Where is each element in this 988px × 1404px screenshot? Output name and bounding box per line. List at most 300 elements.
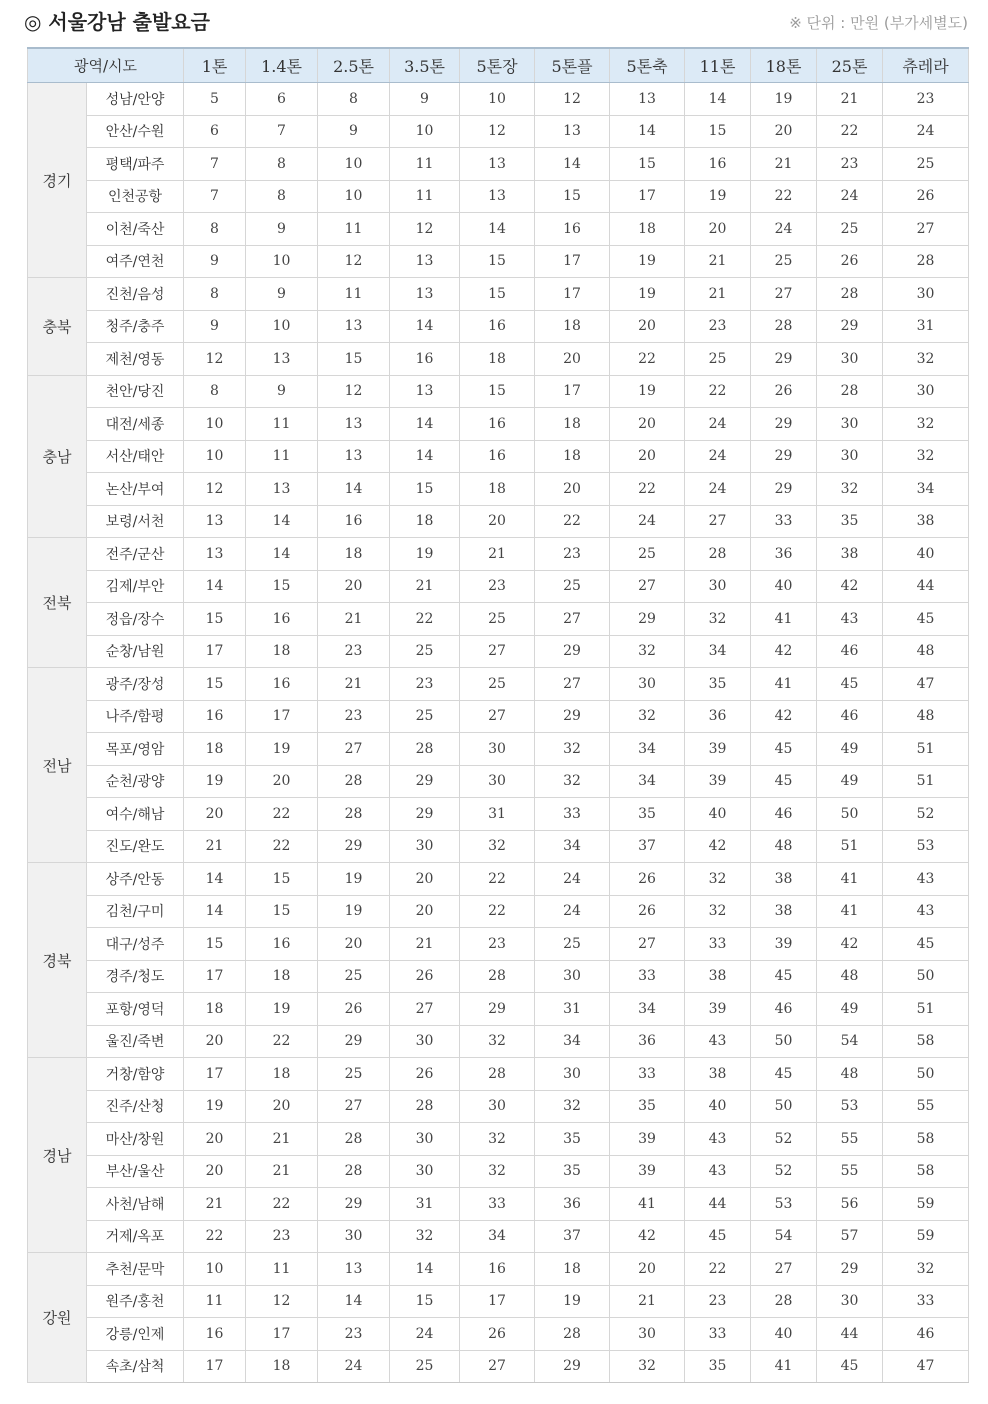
- fare-cell: 12: [184, 343, 246, 376]
- table-row: [28, 473, 969, 506]
- fare-cell: 22: [685, 1253, 751, 1286]
- fare-cell: 44: [685, 1188, 751, 1221]
- fare-cell: 33: [535, 798, 610, 831]
- fare-cell: 9: [390, 83, 460, 116]
- fare-cell: 27: [685, 505, 751, 538]
- column-header: 3.5톤: [390, 48, 460, 83]
- fare-cell: 27: [318, 1090, 390, 1123]
- fare-cell: 40: [685, 1090, 751, 1123]
- table-row: [28, 1220, 969, 1253]
- fare-cell: 21: [817, 83, 883, 116]
- fare-cell: 24: [610, 505, 685, 538]
- fare-cell: 16: [390, 343, 460, 376]
- fare-cell: 17: [184, 1350, 246, 1383]
- fare-cell: 56: [817, 1188, 883, 1221]
- table-row: [28, 635, 969, 668]
- fare-table: [27, 47, 969, 1383]
- fare-cell: 29: [390, 798, 460, 831]
- fare-cell: 22: [184, 1220, 246, 1253]
- fare-cell: 37: [610, 830, 685, 863]
- table-row: [28, 700, 969, 733]
- fare-cell: 29: [817, 310, 883, 343]
- table-row: [28, 1188, 969, 1221]
- fare-cell: 37: [535, 1220, 610, 1253]
- fare-cell: 12: [184, 473, 246, 506]
- fare-cell: 45: [685, 1220, 751, 1253]
- city-cell: 추천/문막: [87, 1253, 184, 1286]
- fare-cell: 32: [535, 733, 610, 766]
- fare-cell: 24: [817, 180, 883, 213]
- fare-cell: 21: [685, 245, 751, 278]
- fare-cell: 22: [535, 505, 610, 538]
- fare-cell: 30: [390, 1155, 460, 1188]
- fare-cell: 20: [535, 343, 610, 376]
- fare-cell: 21: [610, 1285, 685, 1318]
- fare-cell: 26: [610, 863, 685, 896]
- fare-cell: 39: [610, 1123, 685, 1156]
- fare-cell: 48: [883, 700, 969, 733]
- fare-cell: 10: [318, 148, 390, 181]
- fare-cell: 8: [246, 180, 318, 213]
- fare-cell: 44: [817, 1318, 883, 1351]
- fare-cell: 29: [817, 1253, 883, 1286]
- fare-cell: 35: [610, 1090, 685, 1123]
- city-cell: 여수/해남: [87, 798, 184, 831]
- fare-cell: 25: [883, 148, 969, 181]
- city-cell: 울진/죽변: [87, 1025, 184, 1058]
- fare-cell: 18: [246, 635, 318, 668]
- fare-cell: 17: [184, 635, 246, 668]
- fare-cell: 26: [751, 375, 817, 408]
- fare-cell: 42: [751, 700, 817, 733]
- fare-cell: 16: [184, 700, 246, 733]
- fare-cell: 17: [535, 278, 610, 311]
- fare-cell: 25: [535, 928, 610, 961]
- fare-cell: 48: [883, 635, 969, 668]
- fare-cell: 17: [246, 1318, 318, 1351]
- fare-cell: 49: [817, 765, 883, 798]
- fare-cell: 30: [390, 830, 460, 863]
- fare-cell: 43: [685, 1123, 751, 1156]
- fare-cell: 38: [685, 960, 751, 993]
- city-cell: 인천공항: [87, 180, 184, 213]
- fare-cell: 41: [817, 895, 883, 928]
- fare-cell: 17: [460, 1285, 535, 1318]
- fare-cell: 14: [390, 310, 460, 343]
- fare-cell: 32: [460, 1025, 535, 1058]
- fare-cell: 30: [817, 440, 883, 473]
- fare-cell: 22: [246, 798, 318, 831]
- fare-cell: 55: [817, 1155, 883, 1188]
- fare-cell: 42: [817, 928, 883, 961]
- fare-cell: 50: [751, 1090, 817, 1123]
- fare-cell: 25: [685, 343, 751, 376]
- fare-cell: 17: [535, 245, 610, 278]
- fare-cell: 24: [390, 1318, 460, 1351]
- fare-cell: 28: [318, 765, 390, 798]
- page-header: [24, 4, 968, 38]
- fare-cell: 32: [610, 635, 685, 668]
- fare-cell: 30: [390, 1123, 460, 1156]
- fare-cell: 13: [390, 245, 460, 278]
- fare-cell: 8: [318, 83, 390, 116]
- fare-cell: 45: [883, 603, 969, 636]
- fare-cell: 33: [751, 505, 817, 538]
- fare-cell: 18: [390, 505, 460, 538]
- fare-cell: 28: [318, 1123, 390, 1156]
- fare-cell: 8: [184, 278, 246, 311]
- fare-cell: 42: [817, 570, 883, 603]
- fare-cell: 45: [883, 928, 969, 961]
- fare-cell: 10: [460, 83, 535, 116]
- fare-cell: 22: [685, 375, 751, 408]
- table-row: [28, 668, 969, 701]
- table-row: [28, 213, 969, 246]
- city-cell: 청주/충주: [87, 310, 184, 343]
- fare-cell: 18: [318, 538, 390, 571]
- fare-cell: 52: [751, 1155, 817, 1188]
- fare-cell: 19: [184, 1090, 246, 1123]
- fare-cell: 13: [610, 83, 685, 116]
- fare-cell: 13: [246, 343, 318, 376]
- fare-cell: 8: [246, 148, 318, 181]
- fare-cell: 28: [390, 733, 460, 766]
- fare-cell: 25: [460, 603, 535, 636]
- fare-cell: 23: [685, 1285, 751, 1318]
- fare-cell: 19: [610, 245, 685, 278]
- table-row: [28, 440, 969, 473]
- fare-cell: 29: [535, 1350, 610, 1383]
- fare-cell: 32: [535, 1090, 610, 1123]
- fare-cell: 25: [817, 213, 883, 246]
- fare-cell: 35: [535, 1123, 610, 1156]
- fare-cell: 23: [883, 83, 969, 116]
- fare-cell: 36: [535, 1188, 610, 1221]
- table-row: [28, 570, 969, 603]
- fare-cell: 22: [460, 895, 535, 928]
- fare-cell: 24: [318, 1350, 390, 1383]
- fare-cell: 16: [460, 1253, 535, 1286]
- fare-cell: 55: [817, 1123, 883, 1156]
- fare-cell: 21: [318, 603, 390, 636]
- fare-cell: 32: [883, 408, 969, 441]
- fare-cell: 9: [318, 115, 390, 148]
- fare-cell: 43: [685, 1155, 751, 1188]
- fare-cell: 45: [817, 668, 883, 701]
- fare-cell: 23: [460, 928, 535, 961]
- fare-cell: 23: [817, 148, 883, 181]
- fare-cell: 21: [184, 830, 246, 863]
- fare-cell: 14: [390, 440, 460, 473]
- fare-cell: 22: [751, 180, 817, 213]
- fare-cell: 54: [751, 1220, 817, 1253]
- fare-cell: 20: [390, 863, 460, 896]
- table-row: [28, 830, 969, 863]
- fare-cell: 17: [610, 180, 685, 213]
- fare-cell: 16: [184, 1318, 246, 1351]
- fare-cell: 21: [685, 278, 751, 311]
- fare-cell: 27: [390, 993, 460, 1026]
- fare-cell: 9: [246, 278, 318, 311]
- fare-cell: 20: [246, 765, 318, 798]
- table-row: [28, 408, 969, 441]
- fare-cell: 25: [390, 635, 460, 668]
- fare-cell: 23: [318, 635, 390, 668]
- fare-cell: 29: [751, 408, 817, 441]
- fare-cell: 15: [184, 603, 246, 636]
- fare-cell: 19: [246, 733, 318, 766]
- fare-cell: 30: [817, 1285, 883, 1318]
- city-cell: 서산/태안: [87, 440, 184, 473]
- fare-cell: 28: [751, 310, 817, 343]
- fare-cell: 57: [817, 1220, 883, 1253]
- fare-cell: 28: [535, 1318, 610, 1351]
- fare-cell: 13: [184, 505, 246, 538]
- region-cell: 전남: [28, 668, 87, 863]
- fare-cell: 38: [817, 538, 883, 571]
- fare-cell: 25: [460, 668, 535, 701]
- fare-cell: 27: [883, 213, 969, 246]
- header-region: 광역/시도: [28, 48, 184, 83]
- fare-cell: 53: [883, 830, 969, 863]
- fare-cell: 33: [610, 960, 685, 993]
- fare-cell: 16: [246, 603, 318, 636]
- fare-cell: 13: [390, 375, 460, 408]
- fare-cell: 19: [184, 765, 246, 798]
- fare-cell: 7: [184, 180, 246, 213]
- fare-cell: 30: [610, 668, 685, 701]
- fare-cell: 13: [246, 473, 318, 506]
- city-cell: 목포/영암: [87, 733, 184, 766]
- city-cell: 상주/안동: [87, 863, 184, 896]
- fare-cell: 29: [610, 603, 685, 636]
- column-header: 5톤장: [460, 48, 535, 83]
- fare-cell: 10: [184, 440, 246, 473]
- fare-cell: 18: [535, 310, 610, 343]
- table-row: [28, 505, 969, 538]
- fare-cell: 47: [883, 668, 969, 701]
- fare-cell: 27: [535, 603, 610, 636]
- fare-cell: 41: [751, 668, 817, 701]
- fare-cell: 17: [535, 375, 610, 408]
- fare-cell: 6: [246, 83, 318, 116]
- fare-cell: 15: [460, 278, 535, 311]
- fare-cell: 10: [184, 1253, 246, 1286]
- fare-cell: 51: [817, 830, 883, 863]
- region-cell: 강원: [28, 1253, 87, 1383]
- fare-cell: 17: [184, 1058, 246, 1091]
- table-row: [28, 733, 969, 766]
- fare-cell: 19: [610, 278, 685, 311]
- fare-cell: 36: [685, 700, 751, 733]
- fare-cell: 46: [817, 635, 883, 668]
- fare-cell: 14: [390, 408, 460, 441]
- fare-cell: 41: [751, 1350, 817, 1383]
- fare-cell: 25: [390, 1350, 460, 1383]
- fare-cell: 35: [610, 798, 685, 831]
- fare-cell: 14: [184, 570, 246, 603]
- fare-cell: 23: [318, 700, 390, 733]
- unit-note: ※ 단위 : 만원 (부가세별도): [789, 14, 968, 32]
- fare-cell: 22: [246, 1025, 318, 1058]
- fare-cell: 41: [817, 863, 883, 896]
- city-cell: 보령/서천: [87, 505, 184, 538]
- fare-cell: 26: [817, 245, 883, 278]
- fare-cell: 14: [318, 473, 390, 506]
- fare-cell: 18: [184, 733, 246, 766]
- fare-cell: 12: [246, 1285, 318, 1318]
- fare-cell: 20: [460, 505, 535, 538]
- fare-cell: 55: [883, 1090, 969, 1123]
- city-cell: 천안/당진: [87, 375, 184, 408]
- fare-cell: 18: [184, 993, 246, 1026]
- city-cell: 제천/영동: [87, 343, 184, 376]
- fare-cell: 41: [610, 1188, 685, 1221]
- fare-cell: 24: [535, 895, 610, 928]
- fare-cell: 27: [751, 278, 817, 311]
- fare-cell: 36: [610, 1025, 685, 1058]
- fare-cell: 39: [685, 765, 751, 798]
- fare-cell: 15: [246, 895, 318, 928]
- fare-cell: 20: [610, 440, 685, 473]
- column-header: 5톤축: [610, 48, 685, 83]
- fare-cell: 24: [535, 863, 610, 896]
- fare-cell: 40: [751, 570, 817, 603]
- fare-cell: 32: [390, 1220, 460, 1253]
- fare-cell: 14: [460, 213, 535, 246]
- fare-cell: 34: [610, 733, 685, 766]
- table-row: [28, 993, 969, 1026]
- fare-cell: 13: [460, 180, 535, 213]
- fare-cell: 11: [246, 408, 318, 441]
- fare-cell: 33: [685, 1318, 751, 1351]
- fare-cell: 28: [817, 278, 883, 311]
- fare-cell: 20: [318, 570, 390, 603]
- fare-cell: 48: [751, 830, 817, 863]
- fare-cell: 15: [535, 180, 610, 213]
- fare-cell: 41: [751, 603, 817, 636]
- fare-cell: 39: [685, 733, 751, 766]
- fare-cell: 22: [246, 1188, 318, 1221]
- fare-cell: 40: [883, 538, 969, 571]
- fare-cell: 26: [390, 1058, 460, 1091]
- fare-cell: 13: [318, 310, 390, 343]
- column-header: 1톤: [184, 48, 246, 83]
- table-row: [28, 798, 969, 831]
- city-cell: 논산/부여: [87, 473, 184, 506]
- fare-cell: 58: [883, 1155, 969, 1188]
- fare-cell: 16: [246, 668, 318, 701]
- fare-cell: 14: [535, 148, 610, 181]
- fare-cell: 22: [390, 603, 460, 636]
- fare-cell: 16: [460, 408, 535, 441]
- fare-cell: 24: [685, 440, 751, 473]
- fare-cell: 14: [318, 1285, 390, 1318]
- fare-cell: 25: [751, 245, 817, 278]
- fare-cell: 22: [610, 343, 685, 376]
- table-row: [28, 928, 969, 961]
- fare-cell: 50: [883, 960, 969, 993]
- fare-cell: 43: [817, 603, 883, 636]
- table-row: [28, 310, 969, 343]
- fare-cell: 21: [460, 538, 535, 571]
- fare-cell: 27: [460, 635, 535, 668]
- city-cell: 순천/광양: [87, 765, 184, 798]
- fare-cell: 47: [883, 1350, 969, 1383]
- fare-cell: 21: [184, 1188, 246, 1221]
- city-cell: 진주/산청: [87, 1090, 184, 1123]
- city-cell: 경주/청도: [87, 960, 184, 993]
- fare-cell: 32: [685, 603, 751, 636]
- fare-cell: 19: [685, 180, 751, 213]
- fare-cell: 53: [817, 1090, 883, 1123]
- fare-cell: 30: [318, 1220, 390, 1253]
- fare-cell: 45: [751, 733, 817, 766]
- fare-cell: 9: [184, 310, 246, 343]
- header-row: [28, 48, 969, 83]
- fare-cell: 27: [610, 570, 685, 603]
- fare-cell: 32: [817, 473, 883, 506]
- fare-cell: 28: [318, 1155, 390, 1188]
- fare-cell: 17: [184, 960, 246, 993]
- fare-cell: 30: [817, 343, 883, 376]
- fare-cell: 54: [817, 1025, 883, 1058]
- table-row: [28, 895, 969, 928]
- fare-cell: 20: [610, 310, 685, 343]
- fare-cell: 29: [318, 1188, 390, 1221]
- fare-cell: 29: [460, 993, 535, 1026]
- fare-cell: 21: [390, 928, 460, 961]
- fare-cell: 16: [685, 148, 751, 181]
- fare-cell: 15: [184, 668, 246, 701]
- fare-cell: 11: [318, 213, 390, 246]
- table-row: [28, 1058, 969, 1091]
- fare-cell: 49: [817, 733, 883, 766]
- fare-cell: 10: [184, 408, 246, 441]
- table-header: [28, 48, 969, 83]
- city-cell: 나주/함평: [87, 700, 184, 733]
- fare-cell: 13: [460, 148, 535, 181]
- fare-cell: 25: [535, 570, 610, 603]
- fare-cell: 34: [610, 993, 685, 1026]
- fare-cell: 17: [246, 700, 318, 733]
- fare-cell: 27: [535, 668, 610, 701]
- fare-cell: 23: [318, 1318, 390, 1351]
- fare-cell: 50: [817, 798, 883, 831]
- fare-cell: 19: [246, 993, 318, 1026]
- fare-cell: 32: [460, 830, 535, 863]
- fare-cell: 26: [883, 180, 969, 213]
- fare-cell: 27: [318, 733, 390, 766]
- fare-cell: 5: [184, 83, 246, 116]
- table-row: [28, 180, 969, 213]
- fare-cell: 52: [751, 1123, 817, 1156]
- city-cell: 김제/부안: [87, 570, 184, 603]
- table-row: [28, 1253, 969, 1286]
- fare-cell: 32: [535, 765, 610, 798]
- fare-cell: 15: [460, 245, 535, 278]
- fare-cell: 29: [318, 830, 390, 863]
- fare-cell: 14: [246, 538, 318, 571]
- fare-cell: 32: [883, 440, 969, 473]
- fare-cell: 14: [390, 1253, 460, 1286]
- table-row: [28, 278, 969, 311]
- fare-cell: 16: [460, 310, 535, 343]
- fare-cell: 35: [685, 1350, 751, 1383]
- fare-cell: 26: [610, 895, 685, 928]
- fare-cell: 27: [610, 928, 685, 961]
- fare-cell: 24: [751, 213, 817, 246]
